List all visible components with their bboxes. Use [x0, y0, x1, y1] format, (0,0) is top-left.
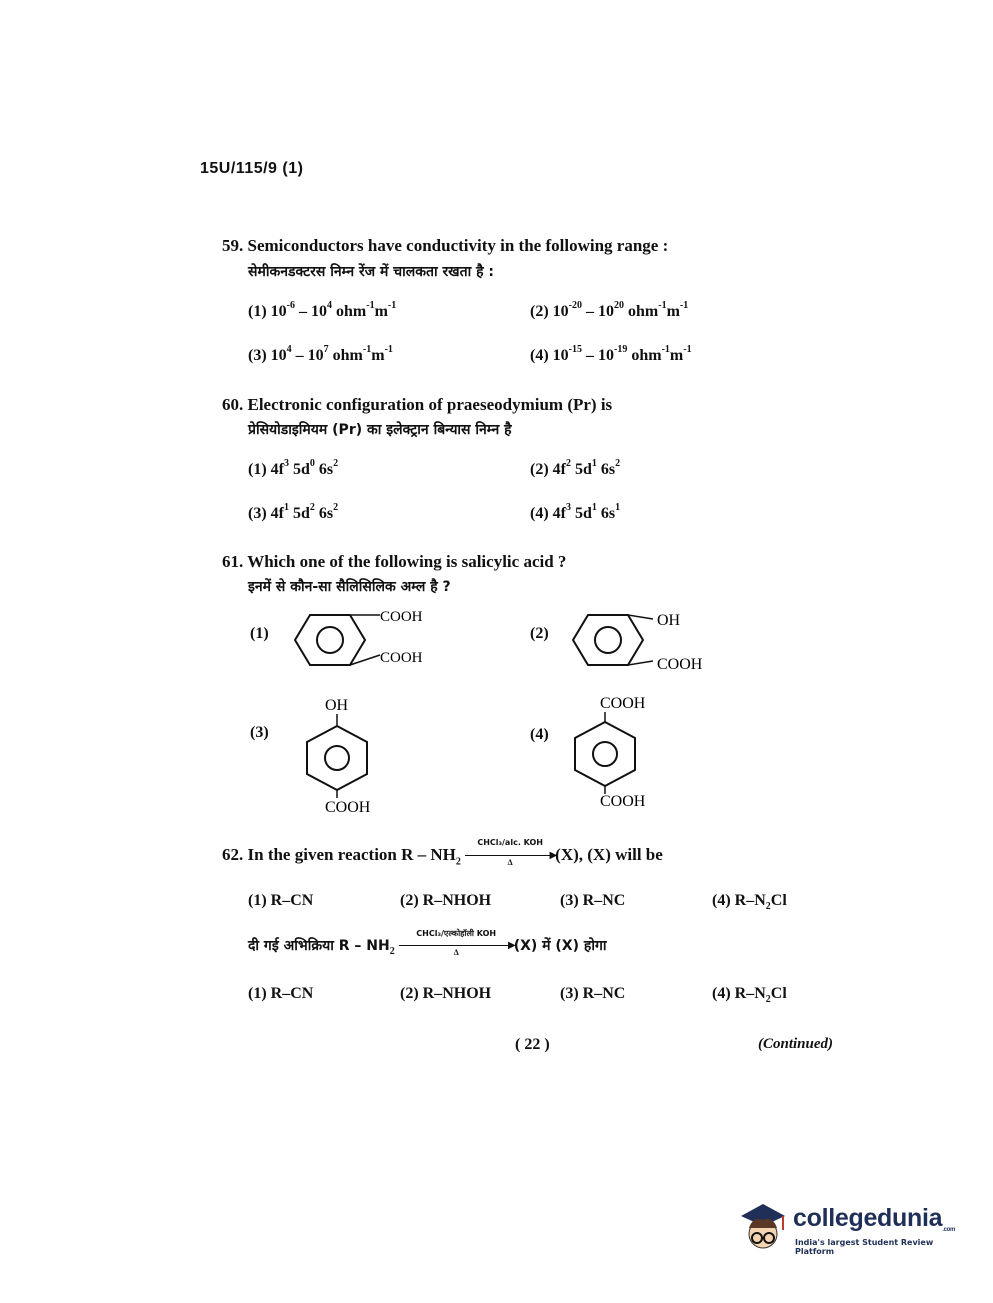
collegedunia-logo	[735, 1198, 965, 1268]
page-number: ( 22 )	[515, 1036, 550, 1053]
structure-3-cooh: COOH	[325, 799, 371, 816]
q59-option-2: (2) $10^{-20} - 10^{20}$ $ohm^{-1}m^{-1}$	[530, 300, 689, 320]
structure-2-cooh: COOH	[657, 656, 703, 673]
structure-1-cooh-top: COOH	[380, 609, 423, 625]
question-59-text: 59. Semiconductors have conductivity in the following range :	[222, 236, 669, 255]
question-59-hindi: सेमीकनडक्टरस निम्न रेंज में चालकता रखता है :	[248, 264, 495, 280]
q61-option-3-label: (3)	[250, 724, 269, 741]
q62-hindi-option-3: (3) R–NC	[560, 985, 626, 1002]
q62-option-3: (3) R–NC	[560, 892, 626, 909]
structure-4-cooh-top: COOH	[600, 695, 646, 712]
paper-code: 15U/115/9 (1)	[200, 160, 304, 177]
q61-option-2-label: (2)	[530, 625, 549, 642]
q60-option-4: (4) $4f^3$ $5d^1$ $6s^1$	[530, 502, 621, 522]
q59-option-3: (3) $10^4 - 10^7$ $ohm^{-1}m^{-1}$	[248, 344, 393, 364]
structure-2-oh: OH	[657, 612, 681, 629]
q60-option-1: (1) $4f^3$ $5d^0$ $6s^2$	[248, 458, 339, 478]
question-61-text: 61. Which one of the following is salicylic acid ?	[222, 552, 567, 571]
structure-3-oh: OH	[325, 697, 349, 714]
q62-hindi-option-2: (2) R–NHOH	[400, 985, 492, 1002]
reaction-arrow-hi: CHCl₃/एल्कोहॉली KOH ▶ Δ	[399, 936, 514, 956]
q61-option-1-label: (1)	[250, 625, 269, 642]
mascot-icon	[735, 1198, 791, 1258]
q60-option-3: (3) $4f^1$ $5d^2$ $6s^2$	[248, 502, 339, 522]
q62-hindi-option-4: (4) $R-N_2Cl$	[712, 985, 787, 1006]
question-60-text: 60. Electronic configuration of praeseodymium (Pr) is	[222, 395, 613, 414]
logo-com: .com	[942, 1227, 956, 1233]
structure-3-para-hydroxybenzoic-acid	[290, 692, 390, 817]
q62-option-4: (4) $R-N_2Cl$	[712, 892, 787, 913]
continued-label: (Continued)	[758, 1036, 834, 1052]
structure-1-phthalic-acid	[285, 605, 445, 675]
question-62-hindi: दी गई अभिक्रिया R – $NH_2$ CHCl₃/एल्कोहॉली KOH ▶ Δ (X) में (X) होगा	[248, 929, 607, 958]
structure-1-cooh-bottom: COOH	[380, 650, 423, 666]
q60-option-2: (2) $4f^2$ $5d^1$ $6s^2$	[530, 458, 621, 478]
structure-2-salicylic-acid	[565, 605, 725, 680]
q62-option-2: (2) R–NHOH	[400, 892, 492, 909]
structure-4-terephthalic-acid	[565, 690, 675, 815]
structure-4-cooh-bottom: COOH	[600, 793, 646, 810]
logo-tagline: India's largest Student Review Platform	[795, 1238, 934, 1256]
q61-option-4-label: (4)	[530, 726, 549, 743]
question-62-text: 62. In the given reaction R – $NH_2$ CHCl₃/alc. KOH ▶ Δ (X), (X) will be	[222, 838, 663, 868]
q59-option-4: (4) $10^{-15} - 10^{-19}$ $ohm^{-1}m^{-1}$	[530, 344, 692, 364]
q59-option-1: (1) $10^{-6} - 10^4$ $ohm^{-1}m^{-1}$	[248, 300, 397, 320]
q62-hindi-option-1: (1) R–CN	[248, 985, 314, 1002]
reaction-arrow-en: CHCl₃/alc. KOH ▶ Δ	[465, 846, 555, 866]
question-61-hindi: इनमें से कौन-सा सैलिसिलिक अम्ल है ?	[248, 579, 451, 595]
question-60-hindi: प्रेसियोडाइमियम (Pr) का इलेक्ट्रान बिन्यास निम्न है	[248, 422, 512, 438]
logo-name: collegedunia	[793, 1204, 943, 1232]
q62-option-1: (1) R–CN	[248, 892, 314, 909]
